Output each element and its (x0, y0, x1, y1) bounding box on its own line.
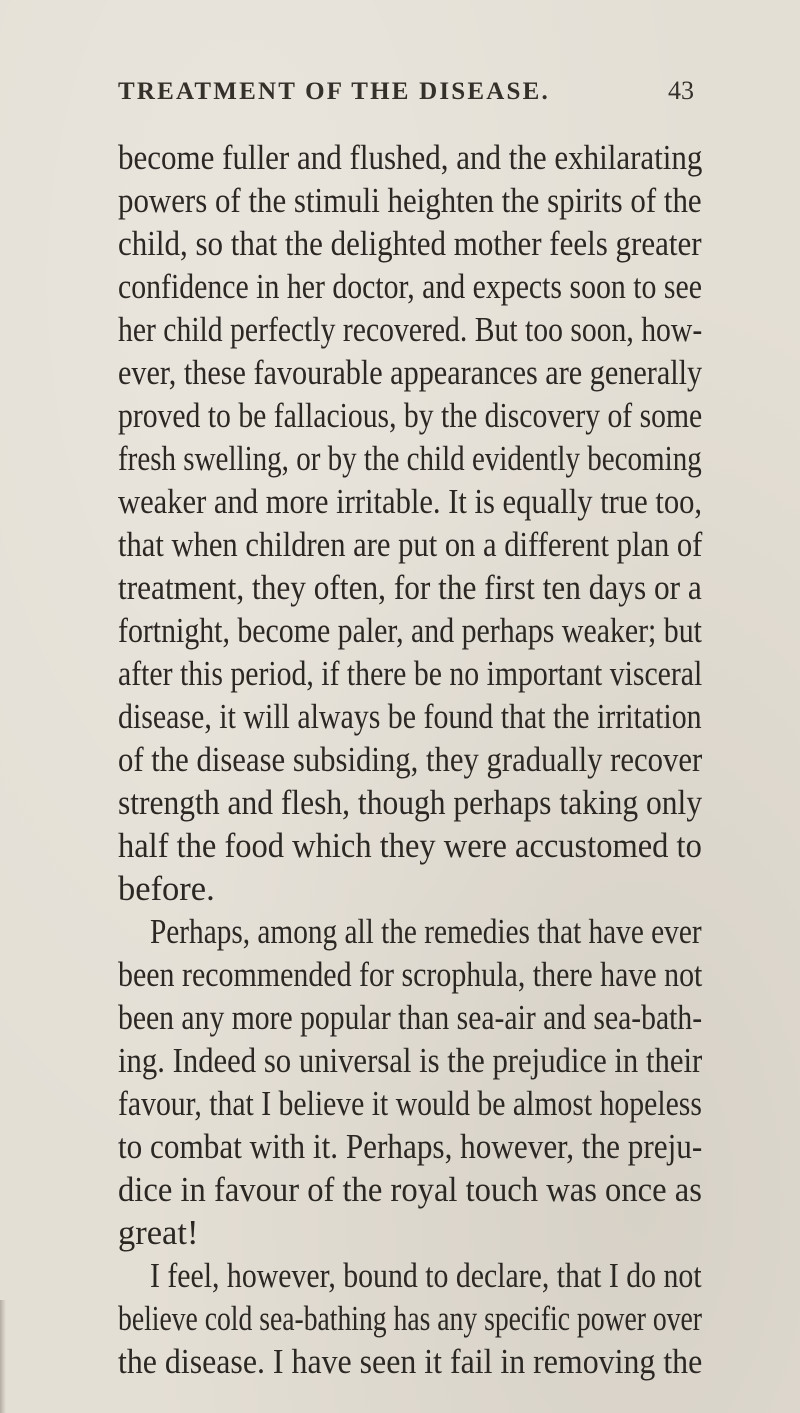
text-line: strength and flesh, though perhaps taking only (118, 784, 703, 822)
text-line: weaker and more irritable. It is equally true too, (118, 483, 703, 521)
page-edge-shadow (0, 1300, 6, 1413)
page-number: 43 (668, 76, 694, 105)
text-line: ing. Indeed so universal is the prejudice in their (118, 1042, 703, 1080)
text-line: treatment, they often, for the first ten days or a (118, 569, 702, 607)
text-line: powers of the stimuli heighten the spirits of the (118, 182, 702, 220)
text-line: fortnight, become paler, and perhaps weaker; but (118, 612, 702, 650)
text-line: fresh swelling, or by the child evidently becoming (118, 440, 702, 478)
text-line: her child perfectly recovered. But too soon, how- (118, 311, 703, 349)
text-line: to combat with it. Perhaps, however, the preju- (118, 1128, 703, 1166)
text-line: of the disease subsiding, they gradually recover (118, 741, 703, 779)
text-line: been recommended for scrophula, there have not (118, 956, 703, 994)
text-line: proved to be fallacious, by the discovery of some (118, 397, 703, 435)
text-line: disease, it will always be found that the irritation (118, 698, 702, 736)
text-line: ever, these favourable appearances are generally (118, 354, 703, 392)
text-line: become fuller and flushed, and the exhilarating (118, 139, 703, 177)
text-line: I feel, however, bound to declare, that I do not (150, 1257, 702, 1295)
text-line: that when children are put on a different plan of (118, 526, 703, 564)
text-line: confidence in her doctor, and expects soon to see (118, 268, 702, 306)
page-header (118, 72, 702, 112)
text-line: half the food which they were accustomed to (118, 827, 702, 865)
text-line: before. (118, 870, 215, 908)
text-line: the disease. I have seen it fail in removing the (118, 1343, 703, 1381)
text-line: believe cold sea-bathing has any specific power over (118, 1300, 702, 1338)
text-line: great! (118, 1214, 199, 1252)
text-line: child, so that the delighted mother feels greater (118, 225, 702, 263)
text-line: Perhaps, among all the remedies that have ever (150, 913, 702, 951)
text-line: favour, that I believe it would be almost hopeless (118, 1085, 702, 1123)
running-head: TREATMENT OF THE DISEASE. (118, 78, 550, 105)
text-line: been any more popular than sea-air and sea-bath- (118, 999, 703, 1037)
text-line: dice in favour of the royal touch was once as (118, 1171, 702, 1209)
text-line: after this period, if there be no important visceral (118, 655, 703, 693)
